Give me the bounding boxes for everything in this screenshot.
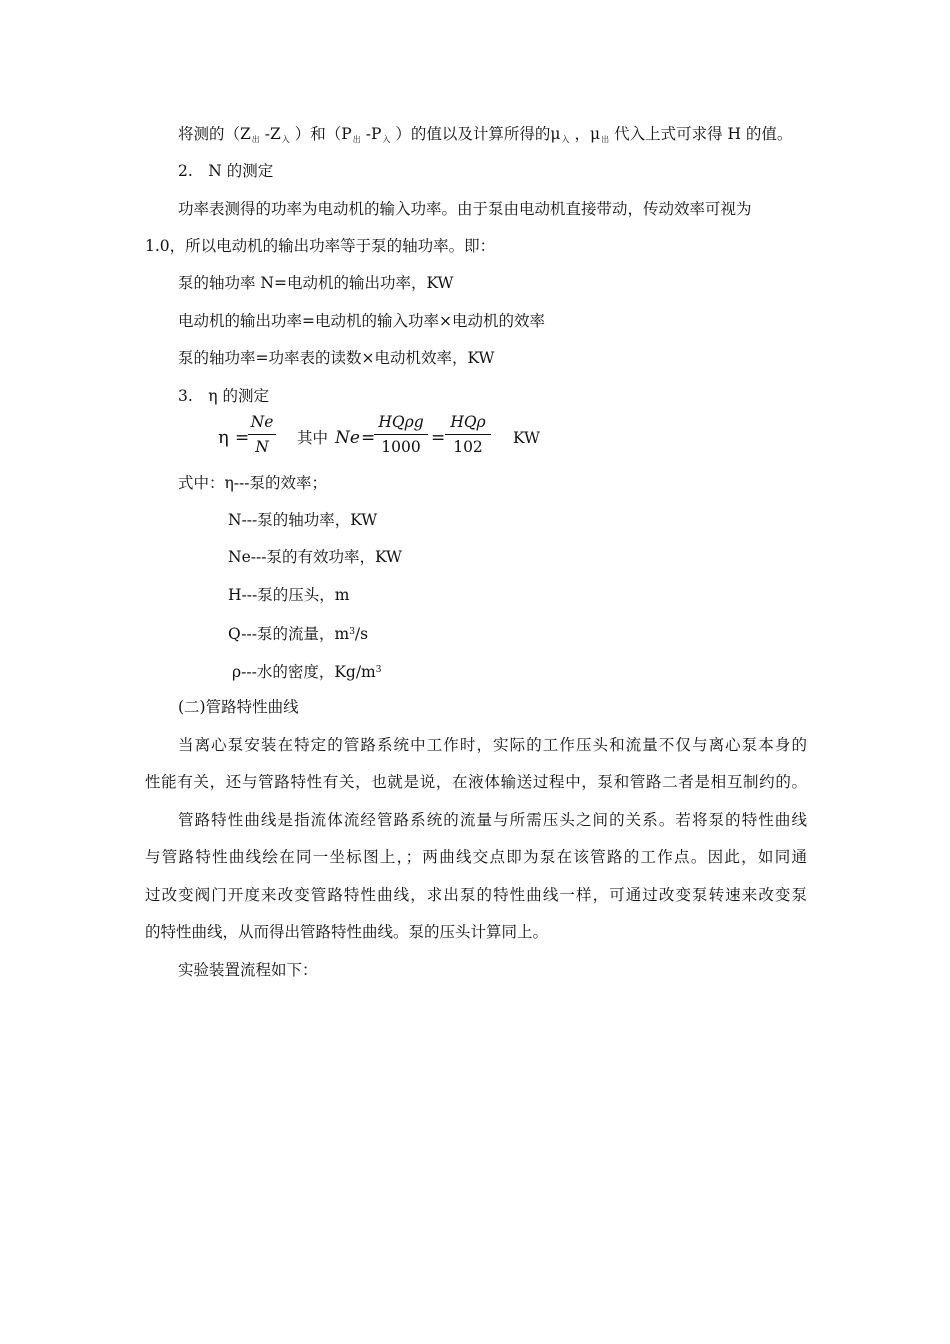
ne-symbol: Ne bbox=[335, 428, 360, 448]
text-run: -P bbox=[365, 125, 382, 143]
subscript-in: 入 bbox=[561, 135, 570, 144]
definition-q bbox=[228, 621, 368, 645]
unit-kw: KW bbox=[513, 429, 540, 447]
subscript-out: 出 bbox=[251, 135, 260, 144]
equation-shaft-power: 泵的轴功率 N=电动机的输出功率，KW bbox=[178, 274, 454, 292]
subscript-out: 出 bbox=[352, 135, 361, 144]
equation-shaft-power-meter: 泵的轴功率=功率表的读数×电动机效率，KW bbox=[178, 349, 495, 367]
superscript: 3 bbox=[349, 627, 355, 637]
superscript: 3 bbox=[375, 665, 382, 675]
numerator: HQρg bbox=[378, 413, 424, 431]
paragraph-pump-line2: 性能有关，还与管路特性有关，也就是说，在液体输送过程中，泵和管路二者是相互制约的。 bbox=[145, 773, 807, 791]
denominator: 102 bbox=[453, 438, 483, 456]
definition-n: N---泵的轴功率，KW bbox=[228, 511, 378, 529]
paragraph-pump-line1: 当离心泵安装在特定的管路系统中工作时，实际的工作压头和流量不仅与离心泵本身的 bbox=[178, 736, 807, 754]
subscript-in: 入 bbox=[281, 135, 290, 144]
paragraph-curve-line2: 与管路特性曲线绘在同一坐标图上，；两曲线交点即为泵在该管路的工作点。因此，如同通 bbox=[145, 848, 807, 866]
paragraph-curve-line3: 过改变阀门开度来改变管路特性曲线，求出泵的特性曲线一样，可通过改变泵转速来改变泵 bbox=[145, 886, 807, 904]
fraction-hqp-over-102 bbox=[445, 412, 491, 457]
paragraph-curve-line4: 的特性曲线，从而得出管路特性曲线。泵的压头计算同上。 bbox=[145, 923, 549, 941]
text-run: ρ---水的密度，Kg/m bbox=[232, 663, 376, 681]
text-run: -Z bbox=[264, 125, 281, 143]
text-run: ，μ bbox=[574, 125, 601, 143]
text-run: 代入上式可求得 H 的值。 bbox=[614, 125, 793, 143]
numerator: Ne bbox=[250, 413, 274, 431]
paragraph-curve-line1: 管路特性曲线是指流体流经管路系统的流量与所需压头之间的关系。若将泵的特性曲线 bbox=[178, 811, 807, 829]
efficiency-formula bbox=[218, 412, 558, 464]
text-run: ）的值以及计算所得的μ bbox=[395, 125, 561, 143]
definition-rho bbox=[232, 659, 381, 683]
paragraph-head-calc bbox=[178, 123, 792, 151]
paragraph-power-line1: 功率表测得的功率为电动机的输入功率。由于泵由电动机直接带动，传动效率可视为 bbox=[178, 200, 752, 218]
heading-eta-measurement: 3. η 的测定 bbox=[178, 387, 270, 405]
subscript-out: 出 bbox=[601, 135, 610, 144]
numerator: HQρ bbox=[450, 413, 486, 431]
text-run: 将测的（Z bbox=[178, 125, 251, 143]
heading-n-measurement: 2. N 的测定 bbox=[178, 162, 274, 180]
fraction-bar bbox=[445, 434, 491, 435]
fraction-hqpg-over-1000 bbox=[374, 412, 428, 457]
paragraph-apparatus: 实验装置流程如下： bbox=[178, 961, 318, 979]
where-label: 式中：η---泵的效率； bbox=[178, 474, 327, 492]
denominator: 1000 bbox=[381, 438, 421, 456]
denominator: N bbox=[255, 438, 269, 456]
definition-ne: Ne---泵的有效功率，KW bbox=[228, 548, 402, 566]
paragraph-power-line2: 1.0，所以电动机的输出功率等于泵的轴功率。即： bbox=[145, 237, 496, 255]
fraction-bar bbox=[374, 434, 428, 435]
section-heading-pipe-curve: (二)管路特性曲线 bbox=[178, 698, 299, 716]
fraction-bar bbox=[248, 434, 276, 435]
equals-sign: = bbox=[235, 428, 250, 448]
fraction-ne-over-n bbox=[248, 412, 276, 457]
text-run: ）和（P bbox=[294, 125, 352, 143]
equation-motor-output: 电动机的输出功率=电动机的输入功率×电动机的效率 bbox=[178, 312, 545, 330]
subscript-in: 入 bbox=[382, 135, 391, 144]
equals-sign: = bbox=[361, 428, 376, 448]
text-run: Q---泵的流量，m bbox=[228, 625, 350, 643]
text-run: /s bbox=[354, 625, 369, 643]
equals-sign: = bbox=[431, 428, 446, 448]
definition-h: H---泵的压头，m bbox=[228, 586, 350, 604]
eta-symbol: η bbox=[218, 427, 229, 448]
formula-where-label: 其中 bbox=[297, 429, 329, 447]
